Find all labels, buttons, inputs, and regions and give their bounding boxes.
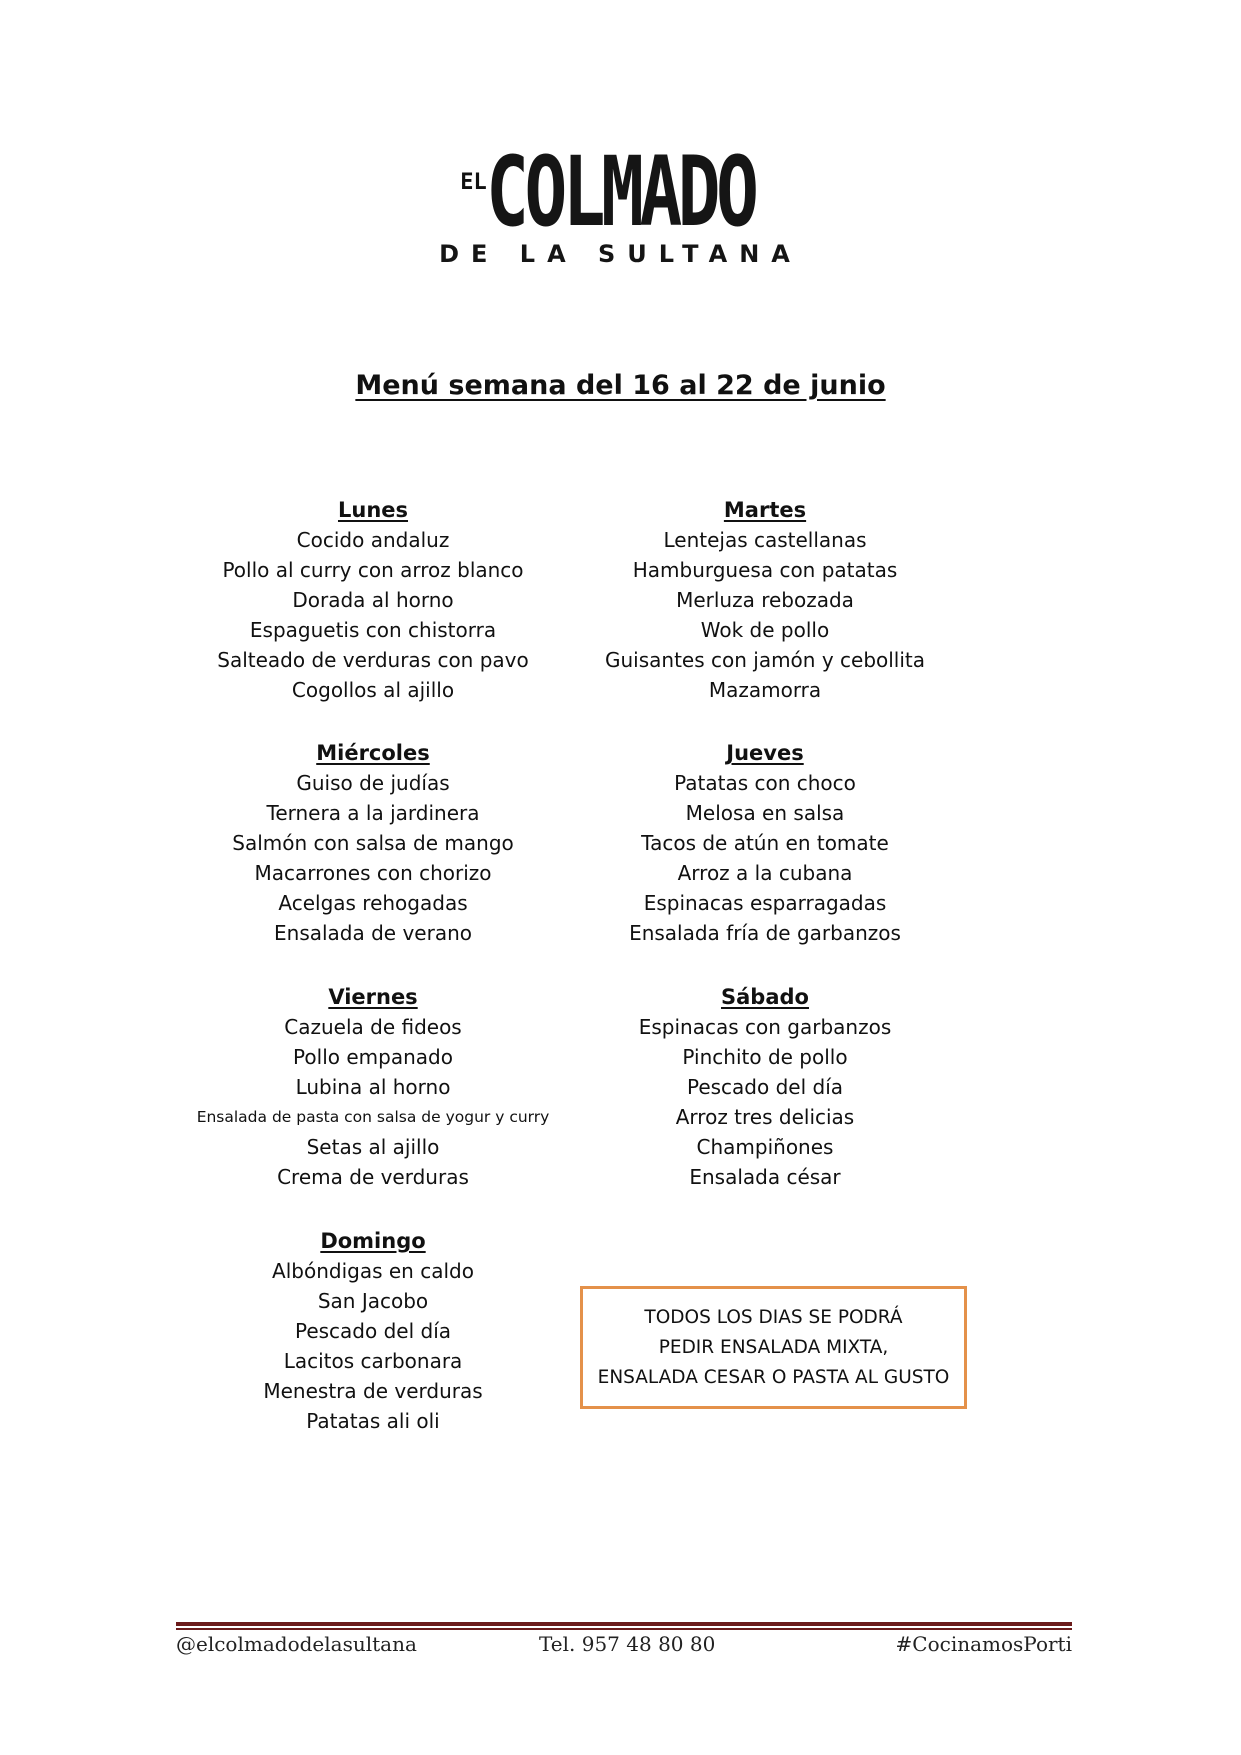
dish-item: Albóndigas en caldo (272, 1259, 474, 1283)
day-domingo (153, 1226, 593, 1436)
logo-wordmark: COLMADO (486, 136, 755, 248)
dish-item: Tacos de atún en tomate (641, 831, 889, 855)
notice-line: TODOS LOS DIAS SE PODRÁ (644, 1306, 903, 1328)
dish-item: Champiñones (696, 1135, 834, 1159)
dish-item: Lentejas castellanas (663, 528, 867, 552)
day-heading: Jueves (726, 741, 804, 765)
dish-item: Hamburguesa con patatas (632, 558, 898, 582)
day-sabado (545, 982, 985, 1192)
dish-item: Ternera a la jardinera (266, 801, 480, 825)
dish-item: Pollo empanado (293, 1045, 453, 1069)
dish-item: Salteado de verduras con pavo (217, 648, 529, 672)
footer-divider (176, 1622, 1072, 1626)
dish-item: Dorada al horno (292, 588, 454, 612)
notice-line: PEDIR ENSALADA MIXTA, (658, 1336, 889, 1358)
dish-item: Lubina al horno (295, 1075, 451, 1099)
dish-item: Guisantes con jamón y cebollita (604, 648, 926, 672)
notice-line: ENSALADA CESAR O PASTA AL GUSTO (597, 1366, 950, 1388)
day-heading: Lunes (337, 498, 409, 522)
dish-item: Espinacas esparragadas (643, 891, 887, 915)
dish-item: Guiso de judías (296, 771, 450, 795)
dish-item: Arroz a la cubana (677, 861, 853, 885)
dish-item: Acelgas rehogadas (278, 891, 468, 915)
dish-item: Cazuela de fideos (284, 1015, 462, 1039)
daily-options-notice (580, 1286, 967, 1409)
logo-prefix: EL (460, 170, 487, 195)
dish-item: Espinacas con garbanzos (638, 1015, 892, 1039)
dish-item: Menestra de verduras (263, 1379, 483, 1403)
day-lunes (153, 495, 593, 705)
dish-item: Patatas ali oli (306, 1409, 440, 1433)
dish-item: Crema de verduras (277, 1165, 469, 1189)
dish-item: Setas al ajillo (306, 1135, 440, 1159)
dish-item: Pinchito de pollo (682, 1045, 848, 1069)
dish-item: Arroz tres delicias (675, 1105, 855, 1129)
dish-item: Ensalada fría de garbanzos (629, 921, 901, 945)
dish-item: Lacitos carbonara (283, 1349, 463, 1373)
day-viernes (153, 982, 593, 1192)
logo-subtitle: DE LA SULTANA (439, 240, 802, 268)
footer-hashtag: #CocinamosPorti (895, 1632, 1072, 1656)
dish-item: San Jacobo (317, 1289, 429, 1313)
day-heading: Domingo (320, 1229, 426, 1253)
dish-item: Merluza rebozada (676, 588, 854, 612)
day-heading: Sábado (721, 985, 809, 1009)
menu-title: Menú semana del 16 al 22 de junio (355, 370, 886, 401)
day-miercoles (153, 738, 593, 948)
day-heading: Martes (723, 498, 807, 522)
dish-item: Pescado del día (686, 1075, 844, 1099)
dish-item: Espaguetis con chistorra (249, 618, 497, 642)
dish-item: Patatas con choco (674, 771, 856, 795)
dish-item: Ensalada de verano (274, 921, 472, 945)
day-jueves (545, 738, 985, 948)
footer-phone: Tel. 957 48 80 80 (539, 1632, 716, 1656)
dish-item: Pescado del día (294, 1319, 452, 1343)
dish-item: Melosa en salsa (685, 801, 845, 825)
dish-item: Wok de pollo (700, 618, 830, 642)
dish-item: Ensalada césar (689, 1165, 841, 1189)
day-heading: Viernes (328, 985, 418, 1009)
day-martes (545, 495, 985, 705)
dish-item: Salmón con salsa de mango (232, 831, 514, 855)
dish-item: Cogollos al ajillo (291, 678, 455, 702)
footer-social-handle: @elcolmadodelasultana (176, 1632, 417, 1656)
dish-item: Ensalada de pasta con salsa de yogur y curry (196, 1108, 550, 1126)
restaurant-logo (0, 136, 1241, 268)
day-heading: Miércoles (316, 741, 430, 765)
dish-item: Mazamorra (708, 678, 822, 702)
footer-divider-thin (176, 1628, 1072, 1630)
dish-item: Cocido andaluz (296, 528, 450, 552)
dish-item: Macarrones con chorizo (254, 861, 492, 885)
dish-item: Pollo al curry con arroz blanco (222, 558, 524, 582)
